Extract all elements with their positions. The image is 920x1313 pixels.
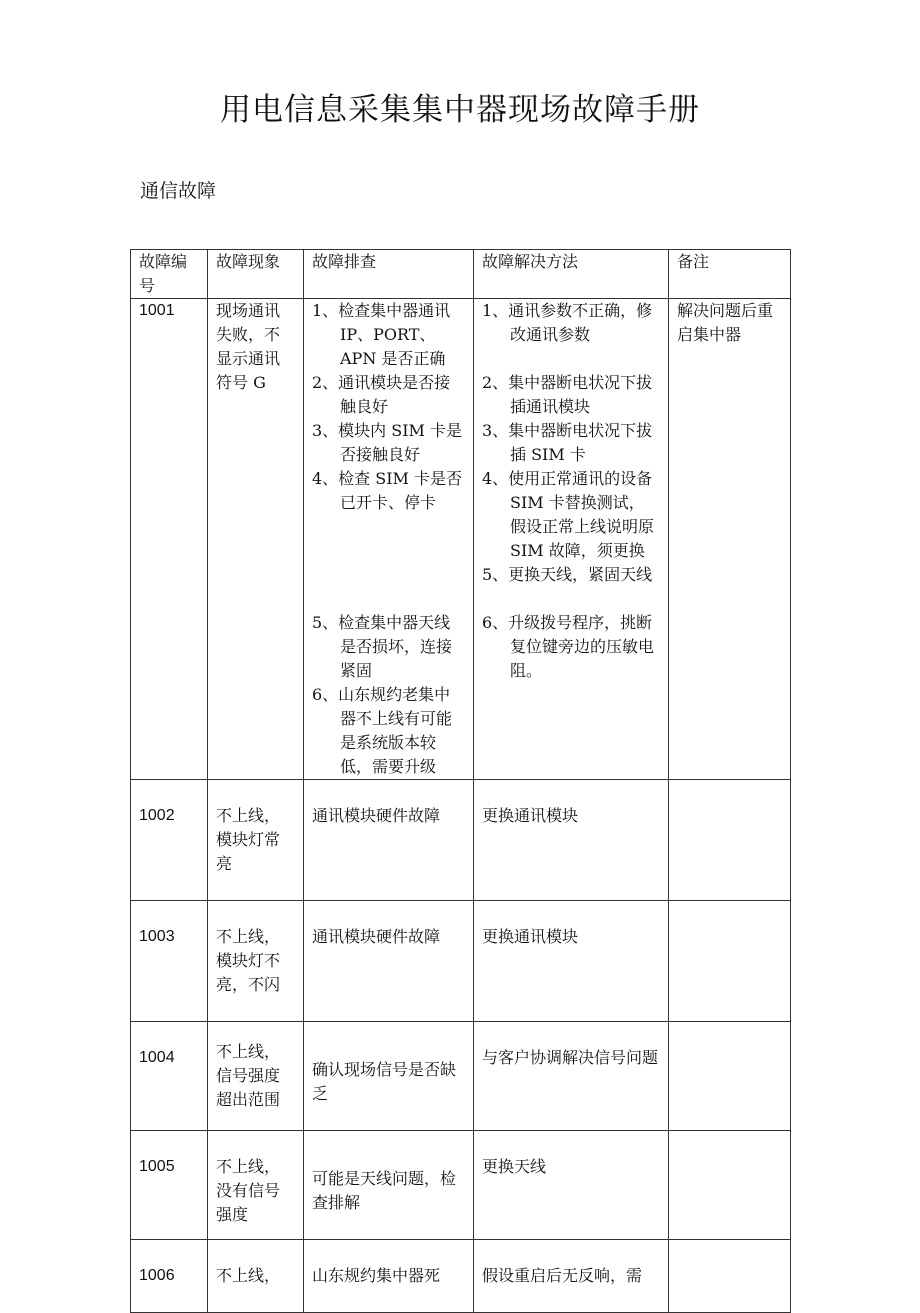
table-row <box>131 299 791 780</box>
fault-symptom: 不上线，没有信号强度 <box>208 1131 304 1240</box>
check-item: 3、模块内 SIM 卡是否接触良好 <box>312 421 463 464</box>
fault-note: 解决问题后重启集中器 <box>669 299 791 780</box>
fault-table <box>130 249 791 1313</box>
fault-check: 通讯模块硬件故障 <box>304 901 474 1022</box>
header-note: 备注 <box>669 250 791 299</box>
section-heading: 通信故障 <box>140 180 217 202</box>
fault-note <box>669 901 791 1022</box>
solution-item: 5、更换天线，紧固天线 <box>482 565 653 584</box>
fault-symptom: 不上线，模块灯不亮，不闪 <box>208 901 304 1022</box>
check-item: 5、检查集中器天线是否损坏，连接紧固 <box>312 613 453 680</box>
solution-item: 4、使用正常通讯的设备 SIM 卡替换测试，假设正常上线说明原 SIM 故障，须更换 <box>482 469 655 560</box>
header-solution: 故障解决方法 <box>474 250 669 299</box>
fault-symptom: 现场通讯失败，不显示通讯符号 G <box>208 299 304 780</box>
header-fault-code: 故障编号 <box>131 250 208 299</box>
fault-solution: 更换天线 <box>474 1131 669 1240</box>
fault-solution: 更换通讯模块 <box>474 780 669 901</box>
fault-checks <box>304 299 474 780</box>
fault-code: 1001 <box>131 299 208 780</box>
fault-note <box>669 780 791 901</box>
fault-code: 1004 <box>131 1022 208 1131</box>
check-item: 4、检查 SIM 卡是否已开卡、停卡 <box>312 469 463 512</box>
table-row <box>131 1131 791 1240</box>
fault-solution: 假设重启后无反响，需 <box>474 1240 669 1313</box>
fault-check: 山东规约集中器死 <box>304 1240 474 1313</box>
check-item: 6、山东规约老集中器不上线有可能是系统版本较低，需要升级 <box>312 685 453 776</box>
fault-solution: 更换通讯模块 <box>474 901 669 1022</box>
fault-code: 1003 <box>131 901 208 1022</box>
solution-item: 6、升级拨号程序，挑断复位键旁边的压敏电阻。 <box>482 613 655 680</box>
solution-item: 3、集中器断电状况下拔插 SIM 卡 <box>482 421 653 464</box>
fault-code: 1002 <box>131 780 208 901</box>
fault-check: 通讯模块硬件故障 <box>304 780 474 901</box>
check-item: 2、通讯模块是否接触良好 <box>312 373 451 416</box>
solution-item: 2、集中器断电状况下拔插通讯模块 <box>482 373 653 416</box>
fault-note <box>669 1131 791 1240</box>
table-row <box>131 780 791 901</box>
header-check: 故障排查 <box>304 250 474 299</box>
fault-code: 1006 <box>131 1240 208 1313</box>
fault-symptom: 不上线，模块灯常亮 <box>208 780 304 901</box>
fault-solution: 与客户协调解决信号问题 <box>474 1022 669 1131</box>
solution-item: 1、通讯参数不正确，修改通讯参数 <box>482 301 653 344</box>
fault-solutions <box>474 299 669 780</box>
fault-note <box>669 1022 791 1131</box>
check-item: 1、检查集中器通讯 IP、PORT、APN 是否正确 <box>312 301 451 368</box>
table-header-row <box>131 250 791 299</box>
fault-check: 确认现场信号是否缺乏 <box>304 1022 474 1131</box>
fault-check: 可能是天线问题，检查排解 <box>304 1131 474 1240</box>
fault-symptom: 不上线，信号强度超出范围 <box>208 1022 304 1131</box>
fault-code: 1005 <box>131 1131 208 1240</box>
fault-symptom: 不上线， <box>208 1240 304 1313</box>
table-row <box>131 901 791 1022</box>
document-title: 用电信息采集集中器现场故障手册 <box>220 92 700 128</box>
table-row <box>131 1022 791 1131</box>
header-symptom: 故障现象 <box>208 250 304 299</box>
